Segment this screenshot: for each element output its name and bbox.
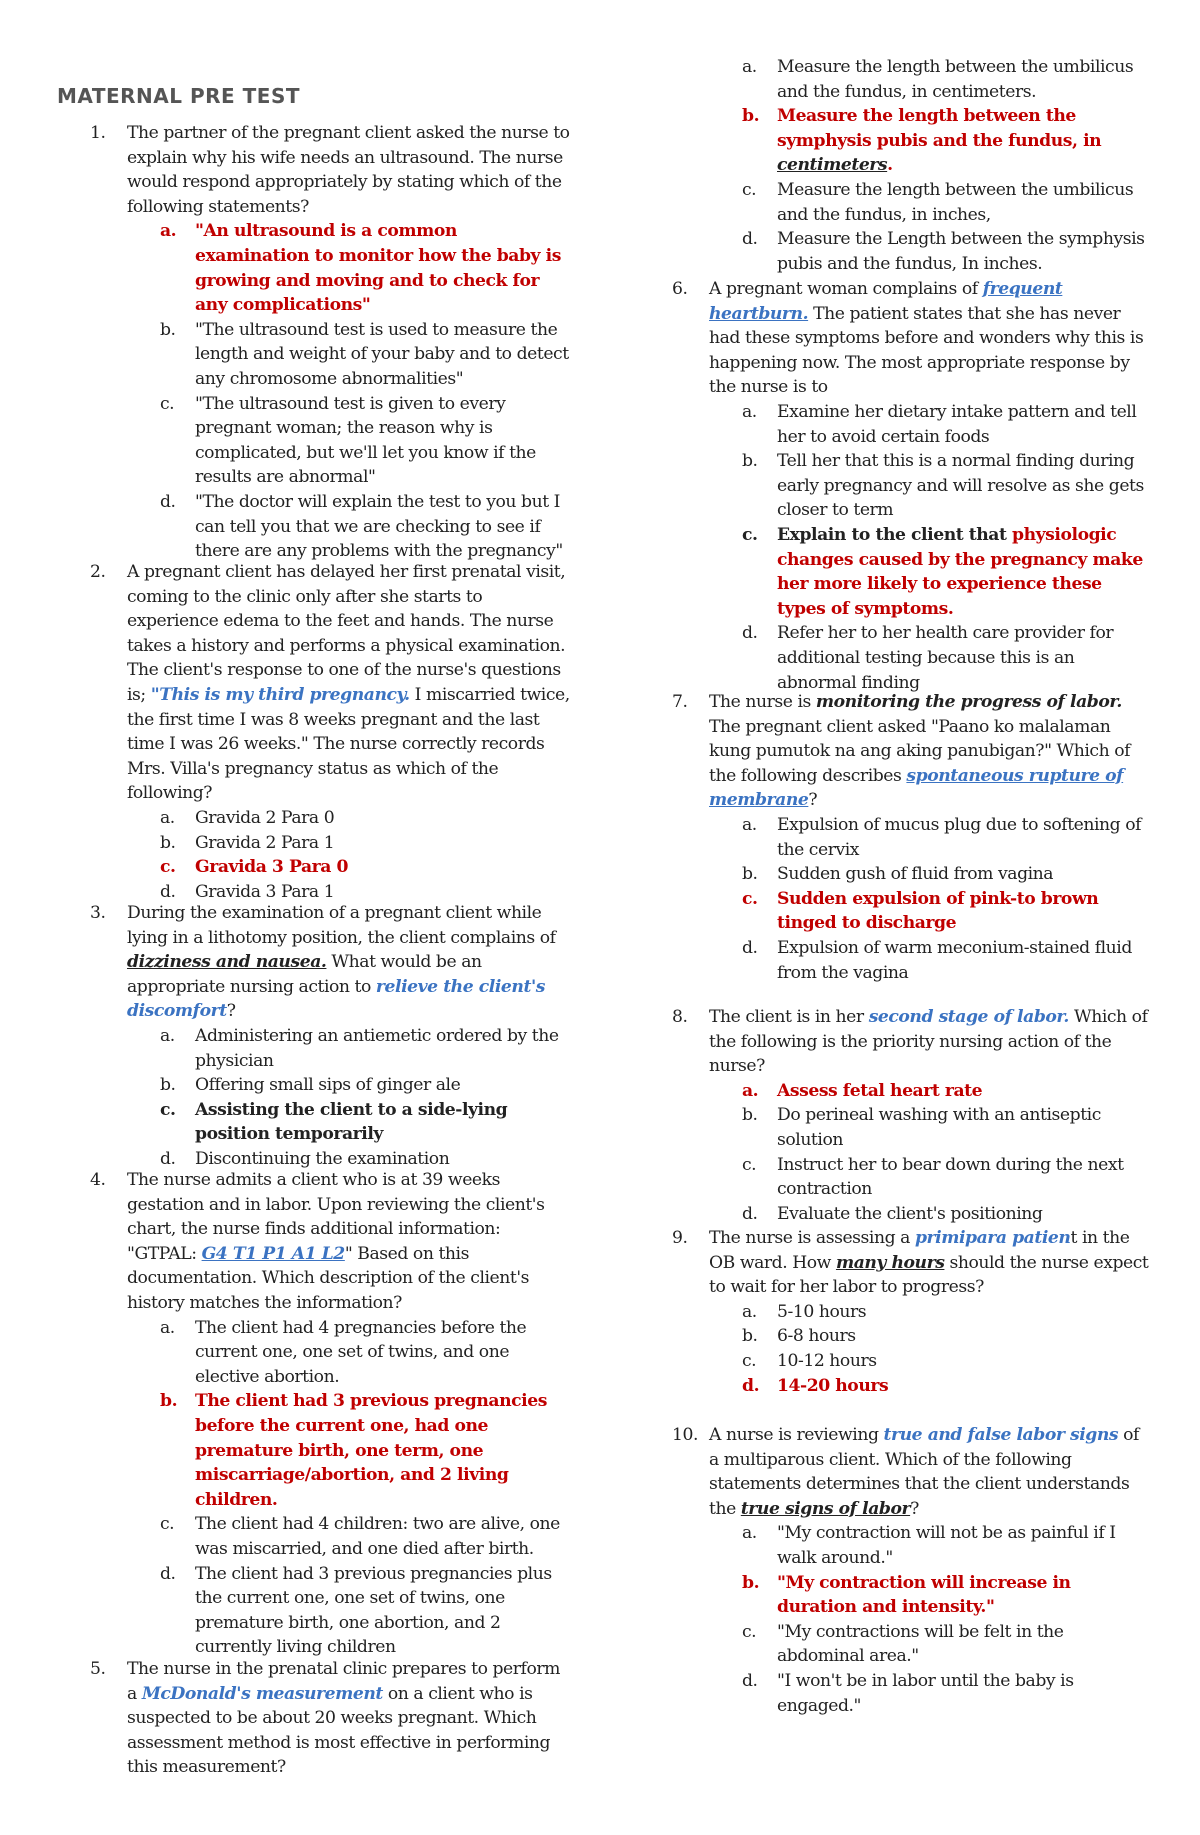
question-5-options: [672, 55, 1152, 276]
option-d: d. The client had 3 previous pregnancies plus the current one, one set of twins, one premature birth, one abortion, and 2 currently living children: [160, 1563, 552, 1658]
option-a: a. Administering an antiemetic ordered by the physician: [160, 1025, 559, 1071]
question-2: [90, 560, 570, 904]
question-text: The nurse is monitoring the progress of labor. The pregnant client asked "Paano ko malalaman kung pumutok na ang aking panubigan?" Which of the following describes spontaneous rupture of membrane?: [709, 692, 1131, 811]
option-a: a. The client had 4 pregnancies before the current one, one set of twins, and one elective abortion.: [160, 1317, 527, 1387]
option-a: a. "An ultrasound is a common examination to monitor how the baby is growing and moving and to check for any complications": [160, 221, 561, 316]
option-d: d. Refer her to her health care provider for additional testing because this is an abnormal finding: [742, 623, 1114, 693]
option-d: d. Expulsion of warm meconium-stained fluid from the vagina: [742, 937, 1132, 983]
option-b: b. Gravida 2 Para 1: [160, 832, 335, 853]
question-text: The nurse in the prenatal clinic prepares to perform a McDonald's measurement on a client who is suspected to be about 20 weeks pregnant. Which assessment method is most effective in performing this measurement?: [127, 1659, 560, 1778]
option-d: d. Evaluate the client's positioning: [742, 1203, 1043, 1224]
question-text: The nurse is assessing a primipara patient in the OB ward. How many hours should the nurse expect to wait for her labor to progress?: [709, 1228, 1149, 1298]
option-d: d. Measure the Length between the symphysis pubis and the fundus, In inches.: [742, 229, 1145, 274]
option-a: a. Assess fetal heart rate: [742, 1080, 983, 1101]
question-number: 2.: [90, 562, 106, 582]
option-d: d. "I won't be in labor until the baby is engaged.": [742, 1670, 1074, 1716]
option-b: b. Measure the length between the symphysis pubis and the fundus, in centimeters.: [742, 106, 1102, 176]
option-a: a. Examine her dietary intake pattern and tell her to avoid certain foods: [742, 401, 1137, 447]
question-10: [672, 1423, 1152, 1718]
question-number: 9.: [672, 1228, 688, 1248]
option-d: d. 14-20 hours: [742, 1375, 889, 1396]
option-c: c. The client had 4 children: two are alive, one was miscarried, and one died after birth.: [160, 1514, 560, 1559]
option-d: d. "The doctor will explain the test to you but I can tell you that we are checking to see if there are any problems with the pregnancy": [160, 491, 563, 562]
option-c: c. "My contractions will be felt in the abdominal area.": [742, 1621, 1064, 1667]
option-b: b. "My contraction will increase in duration and intensity.": [742, 1572, 1071, 1618]
option-c: c. Measure the length between the umbilicus and the fundus, in inches,: [742, 179, 1134, 225]
option-c: c. Explain to the client that physiologic changes caused by the pregnancy make her more likely to experience these types of symptoms.: [742, 524, 1143, 619]
question-number: 10.: [672, 1425, 698, 1445]
page-title: MATERNAL PRE TEST: [57, 84, 300, 108]
question-8: [672, 1005, 1152, 1226]
question-text: The nurse admits a client who is at 39 weeks gestation and in labor. Upon reviewing the client's chart, the nurse finds additional information: "GTPAL: G4 T1 P1 A1 L2" Based on this documentation. Which description of the client's history matches the information?: [127, 1170, 545, 1313]
question-number: 1.: [90, 123, 106, 143]
option-b: b. "The ultrasound test is used to measure the length and weight of your baby and to detect any chromosome abnormalities": [160, 319, 569, 389]
question-text: During the examination of a pregnant client while lying in a lithotomy position, the client complains of dizziness and nausea. What would be an appropriate nursing action to relieve the client's discomfort?: [127, 903, 556, 1022]
question-9: [672, 1226, 1152, 1398]
option-c: c. 10-12 hours: [742, 1350, 877, 1371]
option-b: b. The client had 3 previous pregnancies before the current one, had one premature birth, one term, one miscarriage/abortion, and 2 living children.: [160, 1391, 547, 1510]
question-text: The client is in her second stage of labor. Which of the following is the priority nursing action of the nurse?: [709, 1007, 1148, 1077]
question-3: [90, 901, 570, 1172]
question-number: 8.: [672, 1007, 688, 1027]
question-4: [90, 1168, 570, 1660]
option-c: c. Assisting the client to a side-lying position temporarily: [160, 1099, 508, 1145]
option-b: b. Do perineal washing with an antiseptic solution: [742, 1105, 1101, 1150]
option-d: d. Gravida 3 Para 1: [160, 881, 335, 902]
option-d: d. Discontinuing the examination: [160, 1148, 450, 1169]
question-number: 6.: [672, 279, 688, 299]
question-text: A pregnant woman complains of frequent heartburn. The patient states that she has never had these symptoms before and wonders why this is happening now. The most appropriate response by the nurse is to: [709, 279, 1144, 398]
option-a: a. 5-10 hours: [742, 1301, 867, 1322]
option-c: c. "The ultrasound test is given to every pregnant woman; the reason why is complicated, but we'll let you know if the results are abnormal": [160, 393, 536, 488]
question-text: The partner of the pregnant client asked the nurse to explain why his wife needs an ultrasound. The nurse would respond appropriately by stating which of the following statements?: [127, 123, 570, 217]
option-a: a. Gravida 2 Para 0: [160, 807, 335, 828]
question-text: A nurse is reviewing true and false labor signs of a multiparous client. Which of the following statements determines that the client understands the true signs of labor?: [709, 1425, 1139, 1519]
option-b: b. Tell her that this is a normal finding during early pregnancy and will resolve as she gets closer to term: [742, 451, 1144, 521]
question-7: [672, 690, 1152, 985]
question-number: 3.: [90, 903, 106, 923]
question-6: [672, 277, 1152, 695]
question-number: 5.: [90, 1659, 106, 1679]
option-a: a. "My contraction will not be as painful if I walk around.": [742, 1523, 1116, 1568]
question-text: A pregnant client has delayed her first prenatal visit, coming to the clinic only after she starts to experience edema to the feet and hands. The nurse takes a history and performs a physical examination. The client's response to one of the nurse's questions is; "This is my third pregnancy. I miscarried twice, the first time I was 8 weeks pregnant and the last time I was 26 weeks." The nurse correctly records Mrs. Villa's pregnancy status as which of the following?: [127, 562, 570, 804]
option-b: b. Offering small sips of ginger ale: [160, 1075, 461, 1096]
option-a: a. Measure the length between the umbilicus and the fundus, in centimeters.: [742, 57, 1134, 102]
option-a: a. Expulsion of mucus plug due to softening of the cervix: [742, 814, 1142, 860]
option-c: c. Gravida 3 Para 0: [160, 857, 349, 878]
question-number: 7.: [672, 692, 688, 712]
option-c: c. Sudden expulsion of pink-to brown tinged to discharge: [742, 888, 1099, 934]
question-5: [90, 1657, 570, 1780]
option-b: b. Sudden gush of fluid from vagina: [742, 864, 1054, 885]
question-1: [90, 121, 570, 564]
option-c: c. Instruct her to bear down during the next contraction: [742, 1154, 1124, 1200]
option-b: b. 6-8 hours: [742, 1326, 856, 1347]
question-number: 4.: [90, 1170, 106, 1190]
